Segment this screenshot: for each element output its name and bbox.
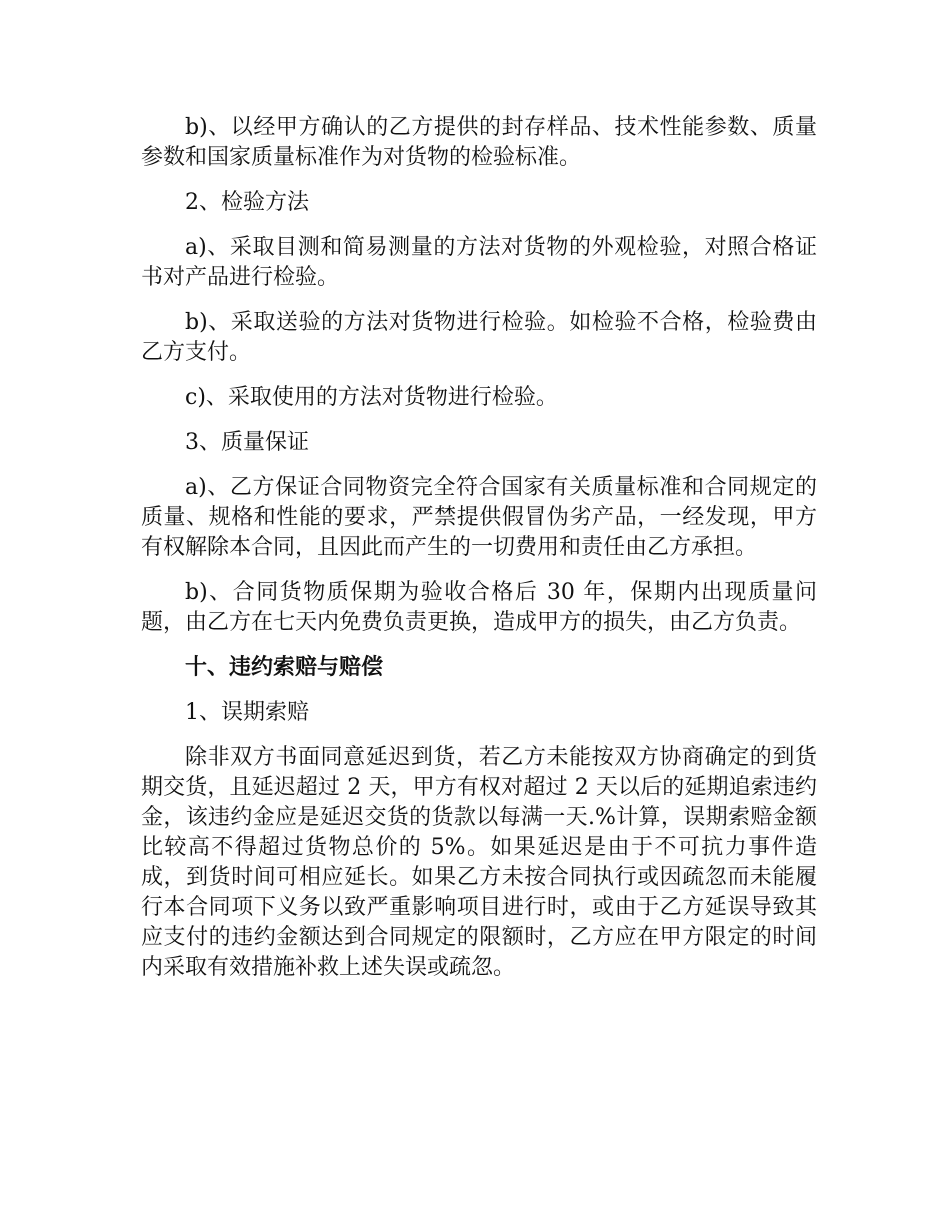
paragraph-guarantee-a: a)、乙方保证合同物资完全符合国家有关质量标准和合同规定的质量、规格和性能的要求，严禁提供假冒伪劣产品，一经发现，甲方有权解除本合同，且因此而产生的一切费用和责任由乙方承担。 <box>141 475 817 560</box>
section-delay-claims: 1、误期索赔 <box>185 700 309 725</box>
paragraph-method-b: b)、采取送验的方法对货物进行检验。如检验不合格，检验费由乙方支付。 <box>141 310 817 365</box>
section-inspection-method: 2、检验方法 <box>185 190 309 215</box>
paragraph-method-a: a)、采取目测和简易测量的方法对货物的外观检验，对照合格证书对产品进行检验。 <box>141 235 817 290</box>
paragraph-method-c: c)、采取使用的方法对货物进行检验。 <box>185 385 558 410</box>
paragraph-inspection-standard-b: b)、以经甲方确认的乙方提供的封存样品、技术性能参数、质量参数和国家质量标准作为对货物的检验标准。 <box>141 115 817 170</box>
heading-breach-claims: 十、违约索赔与赔偿 <box>185 655 384 680</box>
paragraph-delay-claims-body: 除非双方书面同意延迟到货，若乙方未能按双方协商确定的到货期交货，且延迟超过 2 天，甲方有权对超过 2 天以后的延期追索违约金，该违约金应是延迟交货的货款以每满一天.%计算，误期索赔金额比较高不得超过货物总价的 5%。如果延迟是由于不可抗力事件造成，到货时间可相应延长。如果乙方未按合同执行或因疏忽而未能履行本合同项下义务以致严重影响项目进行时，或由于乙方延误导致其应支付的违约金额达到合同规定的限额时，乙方应在甲方限定的时间内采取有效措施补救上述失误或疏忽。 <box>141 745 817 980</box>
document-page <box>141 113 817 998</box>
section-quality-guarantee: 3、质量保证 <box>185 430 309 455</box>
paragraph-guarantee-b: b)、合同货物质保期为验收合格后 30 年，保期内出现质量问题，由乙方在七天内免费负责更换，造成甲方的损失，由乙方负责。 <box>141 580 817 635</box>
